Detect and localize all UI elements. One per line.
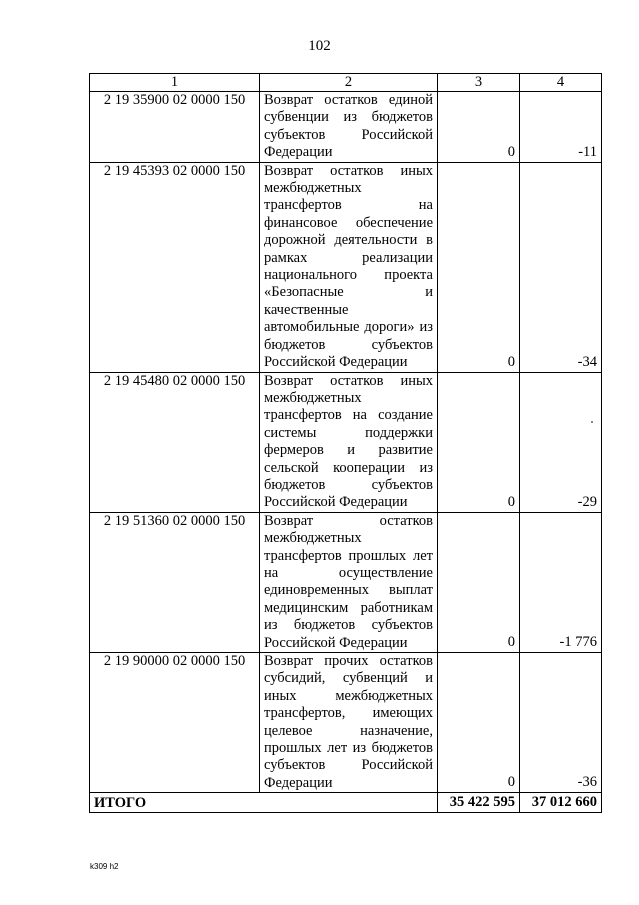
value-col4: -1 776 (520, 512, 602, 652)
table-row (90, 162, 602, 372)
column-header: 4 (520, 74, 602, 92)
budget-code: 2 19 45480 02 0000 150 (90, 372, 260, 512)
budget-table (89, 73, 602, 813)
item-name: Возврат остатков единой субвенции из бюджетов субъектов Российской Федерации (260, 92, 438, 163)
table-row (90, 92, 602, 163)
value-col4: -29 (520, 372, 602, 512)
footer-code: k309 h2 (90, 862, 119, 871)
table-row (90, 372, 602, 512)
value-col3: 0 (438, 372, 520, 512)
budget-code: 2 19 51360 02 0000 150 (90, 512, 260, 652)
page-number: 102 (308, 38, 331, 54)
budget-code: 2 19 35900 02 0000 150 (90, 92, 260, 163)
value-col3: 0 (438, 653, 520, 793)
column-header: 2 (260, 74, 438, 92)
value-col3: 0 (438, 162, 520, 372)
value-col4: -34 (520, 162, 602, 372)
item-name: Возврат остатков межбюджетных трансфертов прошлых лет на осуществление единовременных выплат медицинским работникам из бюджетов субъектов Российской Федерации (260, 512, 438, 652)
value-col3: 0 (438, 512, 520, 652)
scan-speck (591, 421, 593, 423)
column-header: 3 (438, 74, 520, 92)
item-name: Возврат остатков иных межбюджетных трансфертов на создание системы поддержки фермеров и развитие сельской кооперации из бюджетов субъектов Российской Федерации (260, 372, 438, 512)
table-row (90, 653, 602, 793)
item-name: Возврат остатков иных межбюджетных трансфертов на финансовое обеспечение дорожной деятельности в рамках реализации национального проекта «Безопасные и качественные автомобильные дороги» из бюджетов субъектов Российской Федерации (260, 162, 438, 372)
value-col4: -36 (520, 653, 602, 793)
value-col4: -11 (520, 92, 602, 163)
value-col3: 0 (438, 92, 520, 163)
table-header-row (90, 74, 602, 92)
total-row (90, 793, 602, 813)
item-name: Возврат прочих остатков субсидий, субвенций и иных межбюджетных трансфертов, имеющих целевое назначение, прошлых лет из бюджетов субъектов Российской Федерации (260, 653, 438, 793)
table-row (90, 512, 602, 652)
budget-code: 2 19 90000 02 0000 150 (90, 653, 260, 793)
budget-code: 2 19 45393 02 0000 150 (90, 162, 260, 372)
total-col3: 35 422 595 (438, 793, 520, 813)
total-col4: 37 012 660 (520, 793, 602, 813)
total-label: ИТОГО (90, 793, 438, 813)
column-header: 1 (90, 74, 260, 92)
